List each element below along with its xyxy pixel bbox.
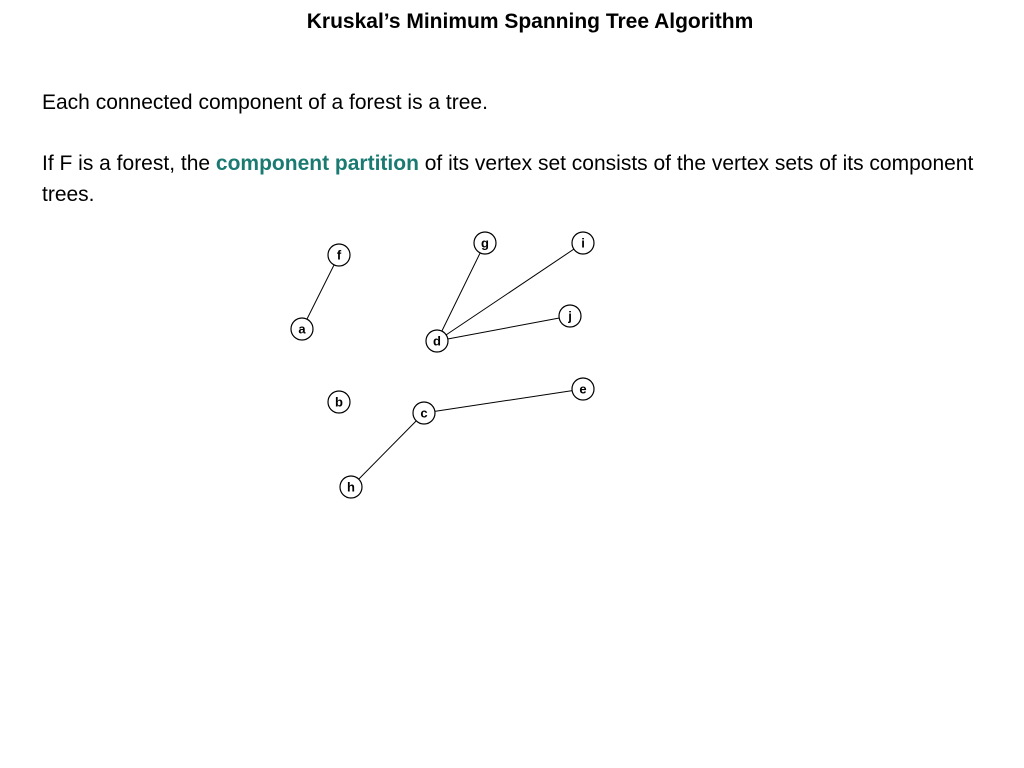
vertex-label-c: c <box>420 405 428 421</box>
edge-f-a <box>302 255 339 329</box>
vertex-label-h: h <box>347 479 355 495</box>
vertex-g <box>474 232 496 254</box>
edge-j-d <box>437 316 570 341</box>
graph-edges <box>302 243 583 487</box>
vertex-f <box>328 244 350 266</box>
vertex-label-d: d <box>433 333 441 349</box>
paragraph-text-before: If F is a forest, the <box>42 152 216 175</box>
vertex-b <box>328 391 350 413</box>
vertex-label-i: i <box>581 235 585 251</box>
vertex-label-a: a <box>298 321 306 337</box>
edge-c-e <box>424 389 583 413</box>
vertex-e <box>572 378 594 400</box>
vertex-i <box>572 232 594 254</box>
vertex-label-g: g <box>481 235 489 251</box>
slide-title: Kruskal’s Minimum Spanning Tree Algorithm <box>306 10 754 33</box>
vertex-label-b: b <box>335 394 343 410</box>
vertex-label-f: f <box>336 247 342 263</box>
paragraph-text-after: of its vertex set consists of the vertex sets of its component trees. <box>42 152 974 206</box>
vertex-d <box>426 330 448 352</box>
paragraph-forest-components: Each connected component of a forest is a tree. <box>42 91 488 114</box>
vertex-label-j: j <box>568 308 572 324</box>
vertex-c <box>413 402 435 424</box>
highlight-component-partition: component partition <box>215 152 419 175</box>
vertex-j <box>559 305 581 327</box>
edge-g-d <box>437 243 485 341</box>
edge-i-d <box>437 243 583 341</box>
vertex-h <box>340 476 362 498</box>
edge-c-h <box>351 413 424 487</box>
vertex-a <box>291 318 313 340</box>
graph-vertices <box>291 232 594 498</box>
vertex-label-e: e <box>579 381 587 397</box>
